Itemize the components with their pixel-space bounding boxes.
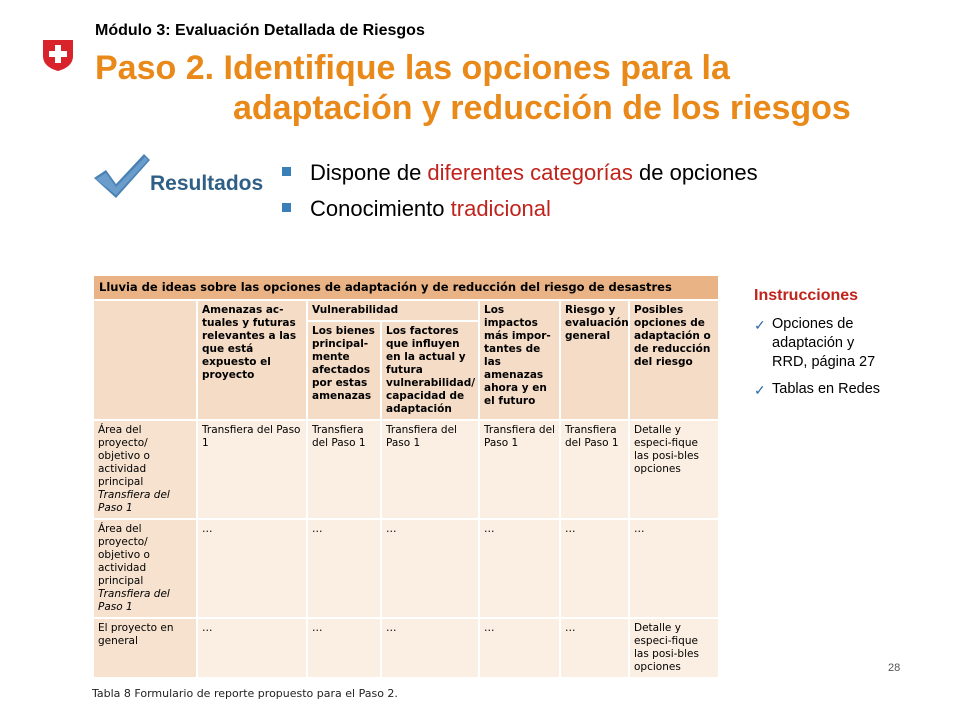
header-threats: Amenazas ac-tuales y futuras relevantes a las que está expuesto el proyecto bbox=[197, 300, 307, 420]
table-cell: … bbox=[479, 618, 560, 678]
instructions-list bbox=[754, 315, 934, 399]
instruction-item bbox=[754, 380, 892, 399]
page-title bbox=[95, 48, 945, 128]
table-cell: … bbox=[479, 519, 560, 618]
row-area-text: Área del proyecto/ objetivo o actividad principal bbox=[98, 424, 150, 488]
bullet-text-pre: Dispone de bbox=[310, 160, 428, 185]
header-impacts: Los impactos más impor-tantes de las amenazas ahora y en el futuro bbox=[479, 300, 560, 420]
table-cell: Transfiera del Paso 1 bbox=[479, 420, 560, 519]
header-risk: Riesgo y evaluación general bbox=[560, 300, 629, 420]
bullet-text-pre: Conocimiento bbox=[310, 196, 451, 221]
row-area-italic: Transfiera del Paso 1 bbox=[98, 489, 170, 514]
header-assets: Los bienes principal-mente afectados por estas amenazas bbox=[307, 321, 381, 420]
check-icon: ✓ bbox=[754, 317, 766, 333]
table-cell: … bbox=[197, 618, 307, 678]
table-cell: … bbox=[197, 519, 307, 618]
table-caption-title: Lluvia de ideas sobre las opciones de adaptación y de reducción del riesgo de desastres bbox=[93, 275, 719, 300]
row-area-cell bbox=[93, 420, 197, 519]
instruction-text: Opciones de adaptación y RRD, página 27 bbox=[772, 316, 876, 370]
table-cell: … bbox=[629, 519, 719, 618]
check-icon: ✓ bbox=[754, 382, 766, 398]
header-factors: Los factores que influyen en la actual y futura vulnerabilidad/ capacidad de adaptación bbox=[381, 321, 479, 420]
bullet-highlight: tradicional bbox=[450, 196, 551, 221]
header-vulnerability: Vulnerabilidad bbox=[307, 300, 479, 321]
instructions-panel bbox=[754, 287, 934, 407]
table-cell: … bbox=[381, 618, 479, 678]
title-line-1: Paso 2. Identifique las opciones para la bbox=[95, 49, 730, 87]
title-line-2: adaptación y reducción de los riesgos bbox=[233, 89, 851, 127]
row-area-cell bbox=[93, 618, 197, 678]
results-bullet-list bbox=[280, 155, 758, 227]
table-cell: … bbox=[560, 618, 629, 678]
table-cell: … bbox=[307, 618, 381, 678]
table-cell: Detalle y especi-fique las posi-bles opciones bbox=[629, 420, 719, 519]
header-empty bbox=[93, 300, 197, 420]
table-cell: Detalle y especi-fique las posi-bles opciones bbox=[629, 618, 719, 678]
bullet-square-icon bbox=[282, 167, 291, 176]
table-cell: Transfiera del Paso 1 bbox=[197, 420, 307, 519]
row-area-italic: Transfiera del Paso 1 bbox=[98, 588, 170, 613]
table-footnote: Tabla 8 Formulario de reporte propuesto para el Paso 2. bbox=[92, 687, 398, 700]
table-cell: … bbox=[560, 519, 629, 618]
header-options: Posibles opciones de adaptación o de reducción del riesgo bbox=[629, 300, 719, 420]
bullet-text-post: de opciones bbox=[632, 160, 758, 185]
page-number: 28 bbox=[888, 662, 901, 674]
report-form-table bbox=[92, 274, 720, 679]
table-cell: … bbox=[381, 519, 479, 618]
row-area-text: Área del proyecto/ objetivo o actividad principal bbox=[98, 523, 150, 587]
table-cell: Transfiera del Paso 1 bbox=[381, 420, 479, 519]
table-row bbox=[93, 618, 719, 678]
bullet-highlight: diferentes categorías bbox=[427, 160, 633, 185]
row-area-text: El proyecto en general bbox=[98, 622, 174, 647]
instructions-title: Instrucciones bbox=[754, 287, 859, 304]
table-cell: Transfiera del Paso 1 bbox=[307, 420, 381, 519]
bullet-item bbox=[280, 191, 758, 227]
row-area-cell bbox=[93, 519, 197, 618]
table-row bbox=[93, 420, 719, 519]
table-cell: Transfiera del Paso 1 bbox=[560, 420, 629, 519]
report-form-figure bbox=[92, 274, 718, 700]
module-subtitle: Módulo 3: Evaluación Detallada de Riesgos bbox=[95, 22, 425, 39]
table-row bbox=[93, 519, 719, 618]
instruction-item bbox=[754, 315, 892, 372]
bullet-item bbox=[280, 155, 758, 191]
instruction-text: Tablas en Redes bbox=[772, 381, 881, 397]
swiss-cross-logo-icon bbox=[41, 38, 75, 72]
results-label: Resultados bbox=[150, 172, 264, 195]
bullet-square-icon bbox=[282, 203, 291, 212]
table-cell: … bbox=[307, 519, 381, 618]
checkmark-icon bbox=[92, 152, 152, 202]
